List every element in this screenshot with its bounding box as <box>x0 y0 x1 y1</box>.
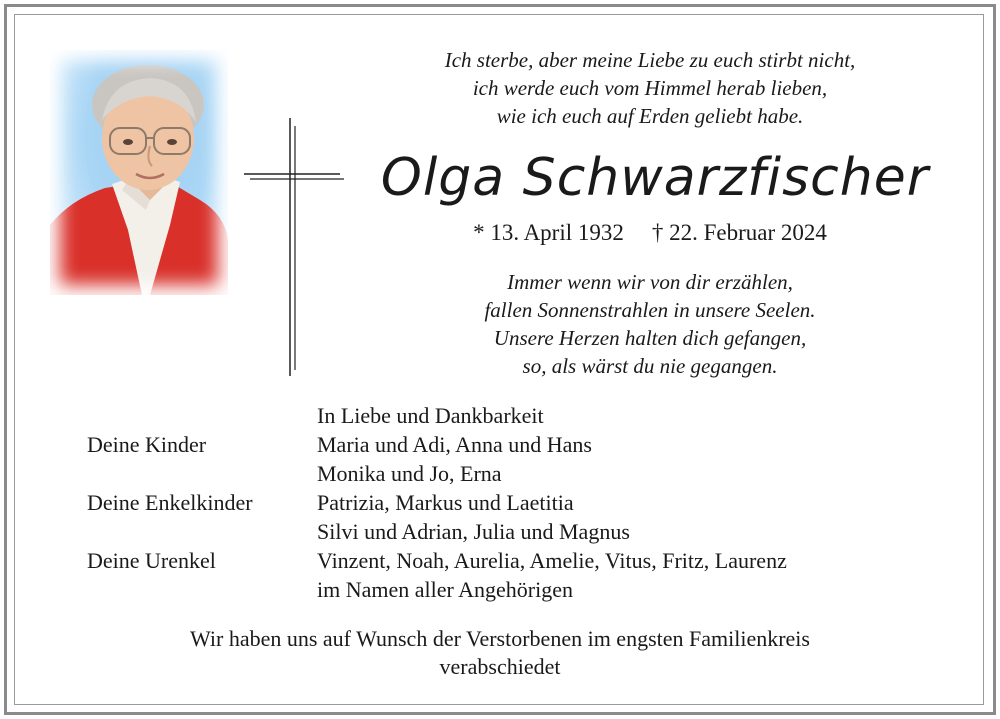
family-row <box>87 575 947 604</box>
closing-line: verabschiedet <box>439 654 561 679</box>
quote-line: ich werde euch vom Himmel herab lieben, <box>472 76 828 100</box>
family-names: Maria und Adi, Anna und Hans <box>317 432 592 457</box>
family-names: Vinzent, Noah, Aurelia, Amelie, Vitus, Fritz, Laurenz <box>317 548 787 573</box>
family-names: Silvi und Adrian, Julia und Magnus <box>317 519 630 544</box>
family-row <box>87 488 947 517</box>
family-label: Deine Kinder <box>87 432 207 457</box>
life-dates <box>350 218 950 248</box>
family-names: Monika und Jo, Erna <box>317 461 502 486</box>
family-label <box>87 575 317 604</box>
memorial-poem <box>350 268 950 380</box>
opening-quote <box>350 46 950 130</box>
portrait-photo <box>50 50 228 295</box>
family-names: Patrizia, Markus und Laetitia <box>317 490 574 515</box>
family-row <box>87 459 947 488</box>
death-date: † 22. Februar 2024 <box>651 220 827 245</box>
family-label <box>87 517 317 546</box>
family-names: im Namen aller Angehörigen <box>317 577 573 602</box>
quote-line: wie ich euch auf Erden geliebt habe. <box>496 104 804 128</box>
closing-note <box>80 625 920 681</box>
poem-line: fallen Sonnenstrahlen in unsere Seelen. <box>484 298 816 322</box>
family-intro-row <box>87 401 947 430</box>
deceased-name: Olga Schwarzfischer <box>380 148 930 208</box>
poem-line: Immer wenn wir von dir erzählen, <box>507 270 793 294</box>
cross-icon <box>244 118 344 378</box>
quote-line: Ich sterbe, aber meine Liebe zu euch stirbt nicht, <box>444 48 856 72</box>
family-label: Deine Urenkel <box>87 548 216 573</box>
family-label <box>87 459 317 488</box>
poem-line: Unsere Herzen halten dich gefangen, <box>493 326 807 350</box>
photo-vignette <box>50 50 228 295</box>
family-list <box>87 401 947 604</box>
poem-line: so, als wärst du nie gegangen. <box>522 354 778 378</box>
closing-line: Wir haben uns auf Wunsch der Verstorbenen im engsten Familienkreis <box>190 626 810 651</box>
family-row <box>87 517 947 546</box>
family-row <box>87 546 947 575</box>
birth-date: * 13. April 1932 <box>473 220 624 245</box>
family-row <box>87 430 947 459</box>
family-intro: In Liebe und Dankbarkeit <box>317 403 544 428</box>
family-label: Deine Enkelkinder <box>87 490 253 515</box>
